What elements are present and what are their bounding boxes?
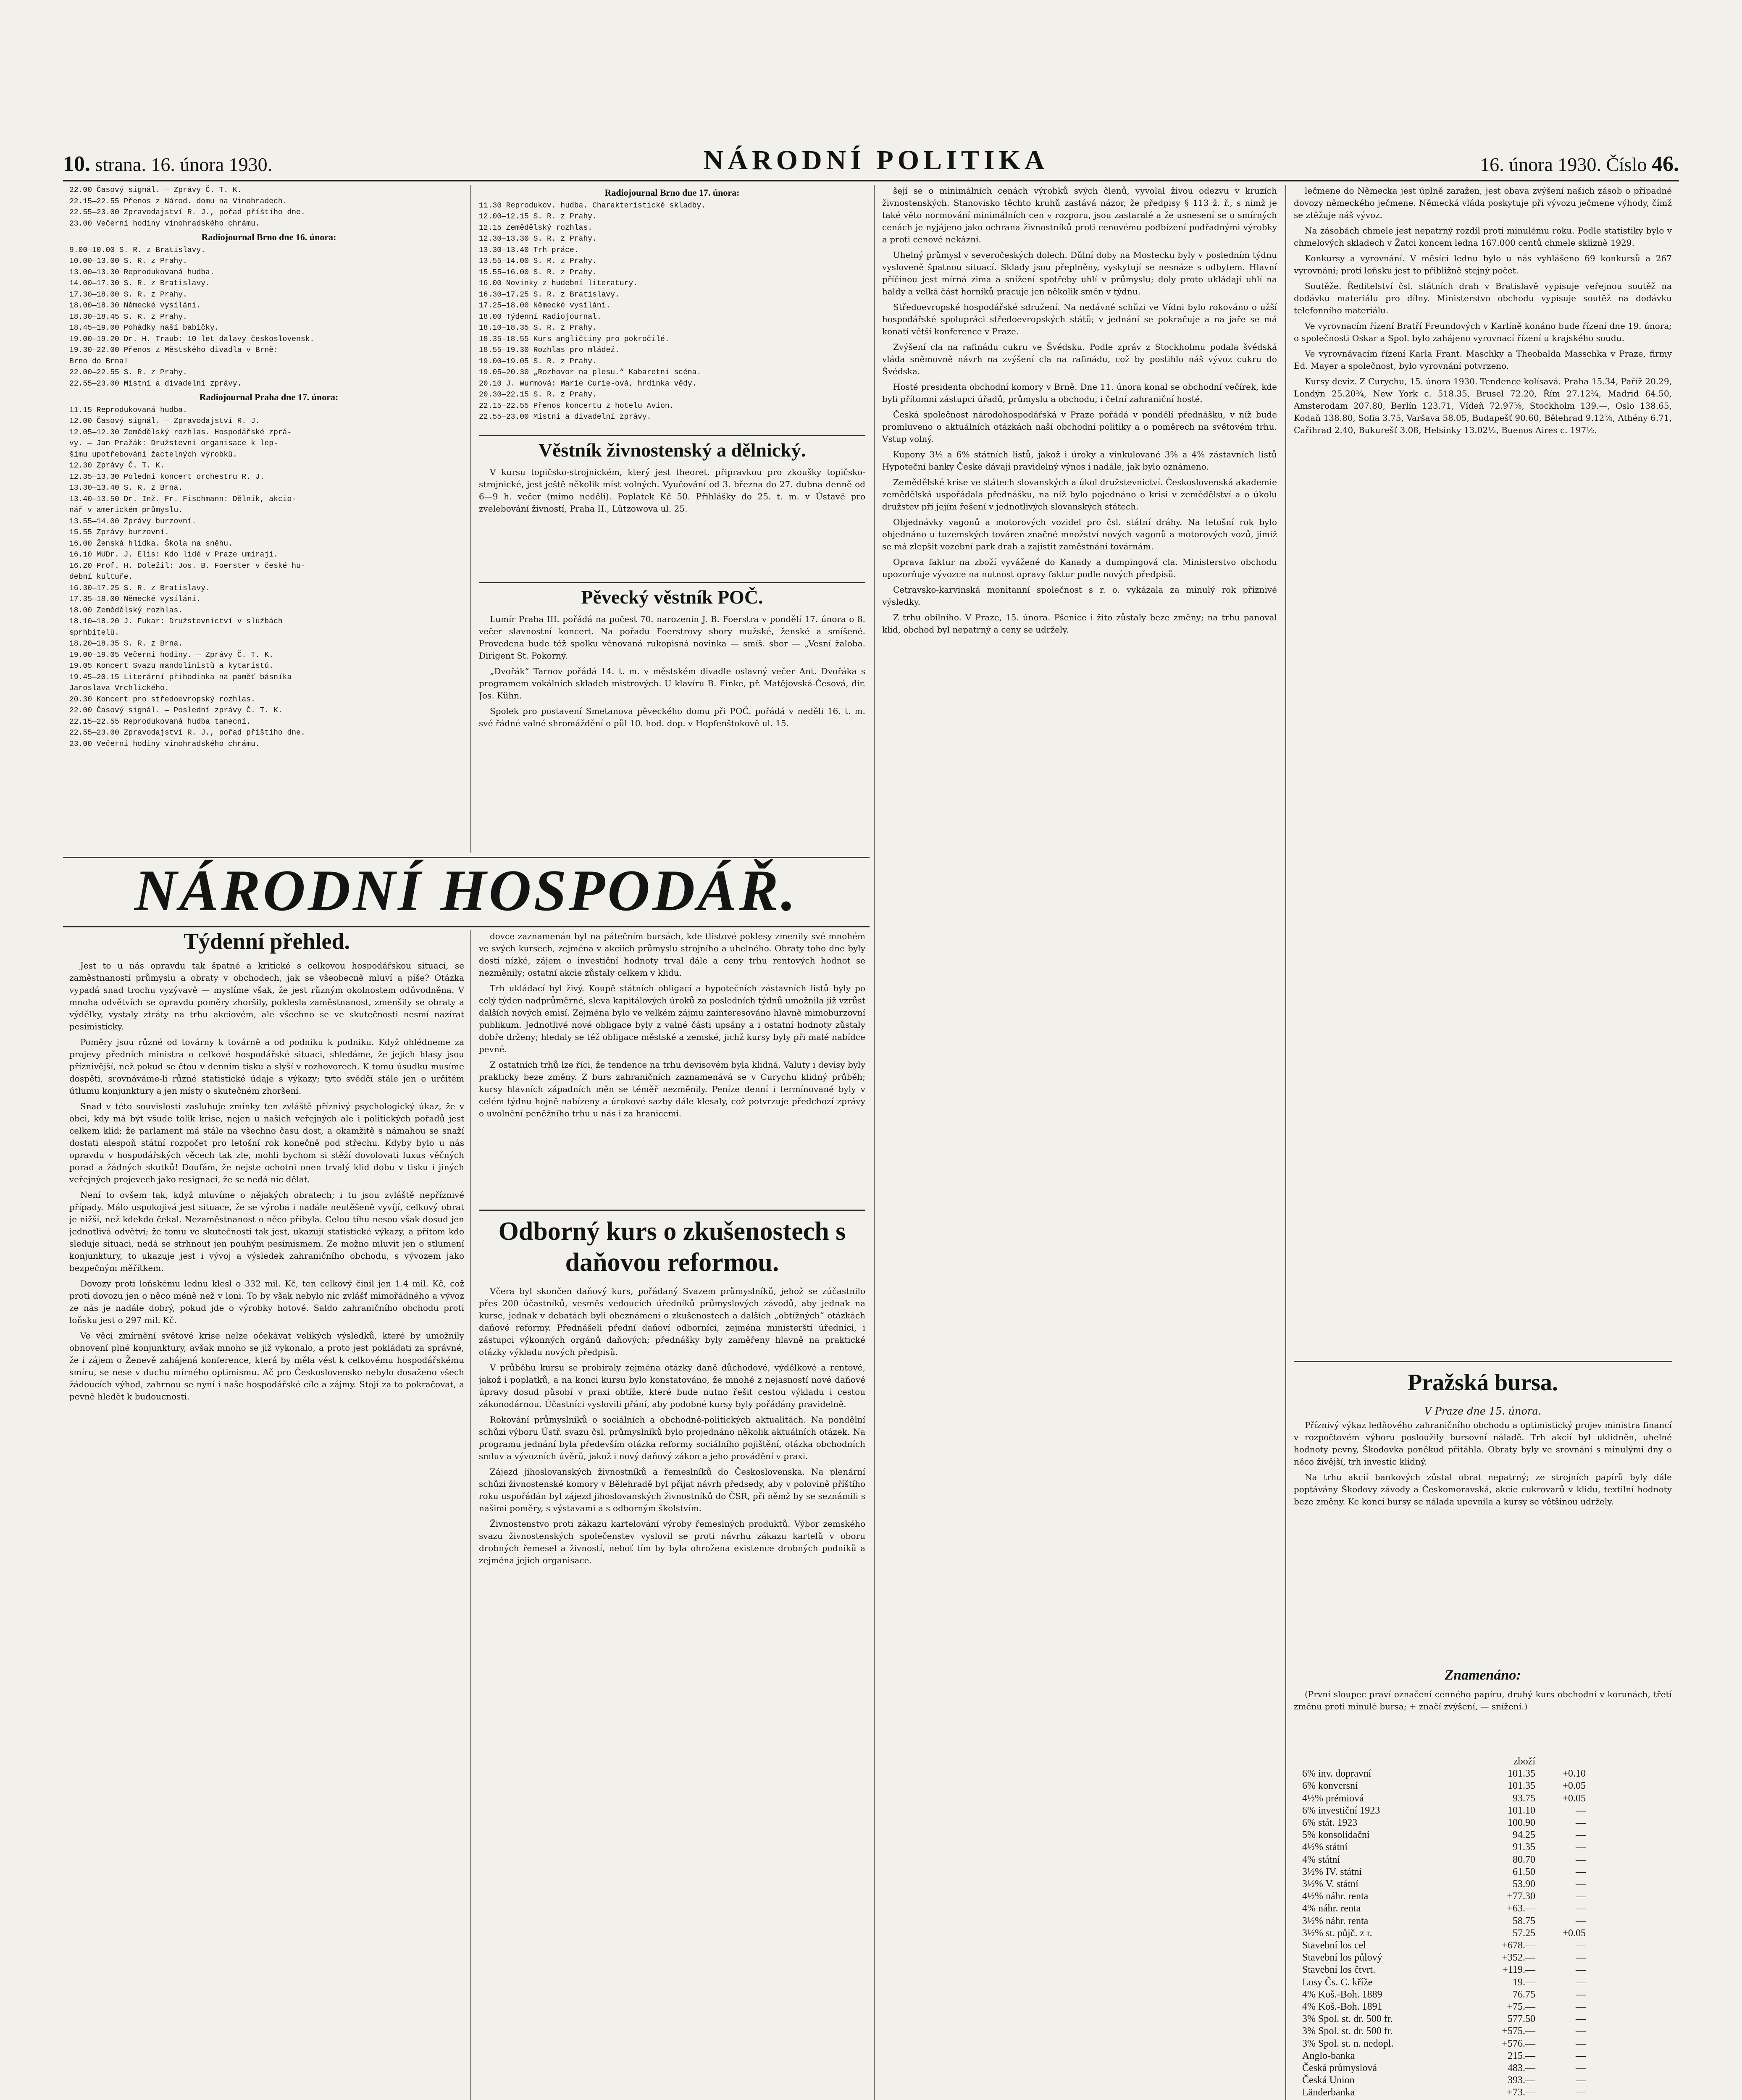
radio-line: 12.15 Zemědělský rozhlas. bbox=[479, 223, 593, 232]
quote-name: 3½% V. státní bbox=[1302, 1879, 1358, 1890]
radio-line: 18.45—19.00 Pohádky naší babičky. bbox=[69, 324, 219, 332]
quote-row bbox=[1302, 1915, 1672, 1927]
radio-program-right bbox=[479, 185, 865, 428]
quote-change: +0.05 bbox=[1562, 1793, 1586, 1804]
quote-price: 57.25 bbox=[1513, 1927, 1535, 1939]
radio-line: Brno do Brna! bbox=[69, 357, 129, 366]
radio-line: 20.30 Koncert pro středoevropský rozhlas. bbox=[69, 695, 255, 704]
quote-name: 3½% náhr. renta bbox=[1302, 1915, 1369, 1927]
quote-name: 3½% IV. státní bbox=[1302, 1866, 1362, 1877]
quote-change: +0.10 bbox=[1562, 1768, 1586, 1780]
radio-line: 18.20—18.35 S. R. z Brna. bbox=[69, 640, 183, 648]
radio-line: 19.05 Koncert Svazu mandolinistů a kytaristů. bbox=[69, 662, 274, 670]
quote-row bbox=[1302, 1829, 1672, 1841]
pevecky-heading: Pěvecký věstník POČ. bbox=[581, 586, 763, 608]
radio-line: 22.15—22.55 Přenos koncertu z hotelu Avion. bbox=[479, 402, 674, 410]
quote-price: 19.— bbox=[1513, 1977, 1535, 1988]
quote-name: Česká průmyslová bbox=[1302, 2063, 1377, 2074]
radio-line: Jaroslava Vrchlického. bbox=[69, 684, 169, 693]
radio-line: 16.30—17.25 S. R. z Bratislavy. bbox=[69, 584, 210, 593]
prehled-paragraph: Není to ovšem tak, když mluvíme o nějakých obratech; i tu jsou zvláště nepříznivé případy. Málo uspokojivá jest situace, že se výroba i nadále neutěšeně vyvíjí, celkový obrat je nižší, než kdekdo čekal. Nezaměstnanost o něco přibyla. Celou tíhu nesou však dosud jen jednotlivá odvětví; že tomu ve skutečnosti tak jest, ukazují statistické výkazy, a přitom kdo sleduje situaci, nedá se strhnout jen pouhým pesimismem. Ze možno mluvit jen o stlumení konjunktury, to ukazuje jest i vývoj a výsledek zahraničního obchodu, s vývozem jako bezpečným měřítkem. bbox=[69, 1190, 464, 1273]
market-paragraph: Z ostatních trhů lze říci, že tendence na trhu devisovém byla klidná. Valuty i devisy byly prakticky beze změny. Z burs zahraničních zaznamenává se v Curychu klidný průběh; kursy hlavních západních měn se téměř nezměnily. Peníze denní i termínované byly v celém týdnu hojně nabízeny a úrokové sazby dále klesaly, což potvrzuje předchozí zprávy o uvolnění peněžního trhu u nás i za hranicemi. bbox=[479, 1060, 865, 1118]
radio-line: vy. — Jan Pražák: Družstevní organisace k lep- bbox=[69, 439, 278, 448]
quote-price: 58.75 bbox=[1513, 1915, 1535, 1927]
quote-price: 215.— bbox=[1508, 2050, 1535, 2061]
radio-list-brno-16 bbox=[69, 245, 468, 390]
column-divider bbox=[874, 185, 875, 2100]
quote-name: Stavební los čtvrt. bbox=[1302, 1964, 1375, 1976]
masthead: NÁRODNÍ POLITIKA bbox=[703, 145, 1049, 176]
header-left bbox=[63, 152, 272, 176]
radio-line: 9.00—10.00 S. R. z Bratislavy. bbox=[69, 246, 206, 255]
header-rule bbox=[63, 180, 1679, 181]
radio-line: 22.15—22.55 Přenos z Národ. domu na Vinohradech. bbox=[69, 197, 287, 206]
radio-line: 15.55—16.00 S. R. z Prahy. bbox=[479, 268, 597, 277]
vestnik-paragraph: V kursu topičsko-strojnickém, který jest theoret. připravkou pro zkoušky topičsko-strojnické, jest ještě několik míst volných. Vyučování od 3. března do 27. dubna denně od 6—9 h. večer (mimo neděli). Poplatek Kč 50. Přihlášky do 25. t. m. v Ústavě pro zvelebování živností, Praha II., Lützowova ul. 25. bbox=[479, 467, 865, 514]
radio-line: 22.00 Časový signál. — Zprávy Č. T. K. bbox=[69, 186, 242, 194]
quote-row bbox=[1302, 1964, 1672, 1976]
quote-column-heading: zboží bbox=[1513, 1756, 1535, 1767]
radio-line: 16.20 Prof. H. Doležil: Jos. B. Foerster v české hu- bbox=[69, 562, 305, 570]
quote-name: 6% inv. dopravní bbox=[1302, 1768, 1372, 1780]
prehled-paragraph: Snad v této souvislosti zasluhuje zmínky ten zvláště příznivý psychologický úkaz, že v obci, kdy má být všude tolik krise, nejen u našich veřejných ale i politických pořadů jest celkem klid; že parlament má stále na všechno času dost, a okamžitě s námahou se snaží dostati alespoň státní rozpočet pro letošní rok konečně pod střechu. Kdyby bylo u nás opravdu v hospodářských věcech tak zle, mohli bychom si stěží dovolovati luxus věčných porad a žádných skutků! Doufám, že nejste ochotni onen trvalý klid dobu v tisku i jiných veřejných projevech jako resignaci, že se nedá nic dělat. bbox=[69, 1101, 464, 1184]
quote-price: 91.35 bbox=[1513, 1842, 1535, 1853]
odborny-paragraph: Živnostenstvo proti zákazu kartelování výroby řemeslných produktů. Výbor zemského svazu živnostenských společenstev vyslovil se proti návrhu zákazu kartelů v oboru drobných řemesel a živností, neboť tím by byla ohrožena existence drobných podniků a zejména jejich organisace. bbox=[479, 1519, 865, 1565]
quote-row bbox=[1302, 2087, 1672, 2099]
column-4 bbox=[1294, 185, 1672, 1352]
quote-name: 4% Koš.-Boh. 1891 bbox=[1302, 2001, 1382, 2013]
quote-price: 76.75 bbox=[1513, 1989, 1535, 2000]
quote-row bbox=[1302, 1927, 1672, 1940]
news-item-paragraph: Ve vyrovnávacím řízení Karla Frant. Maschky a Theobalda Masschka v Praze, firmy Ed. Mayer a společnost, bylo vyrovnání potvrzeno. bbox=[1294, 349, 1672, 371]
column-divider bbox=[470, 185, 471, 853]
page-label: strana. bbox=[95, 154, 146, 175]
radio-line: 23.00 Večerní hodiny vinohradského chrámu. bbox=[69, 740, 260, 748]
odborny-kurs-heading: Odborný kurs o zkušenostech s daňovou reformou. bbox=[498, 1217, 846, 1277]
section-rule bbox=[479, 582, 865, 583]
radio-line: nář v americkém průmyslu. bbox=[69, 506, 183, 514]
radio-line: 17.30—18.00 S. R. z Prahy. bbox=[69, 290, 187, 299]
tydenni-prehled-body bbox=[69, 960, 464, 2100]
radio-list-praha-17 bbox=[69, 405, 468, 750]
radio-line: 19.00—19.05 S. R. z Prahy. bbox=[479, 357, 597, 366]
quote-change: — bbox=[1576, 1903, 1586, 1914]
quote-row bbox=[1302, 2025, 1672, 2037]
quote-row bbox=[1302, 2038, 1672, 2050]
quote-name: Stavební los cel bbox=[1302, 1940, 1366, 1951]
quote-change: — bbox=[1576, 2001, 1586, 2013]
quote-price: 577.50 bbox=[1508, 2013, 1535, 2025]
column-2-continuation bbox=[479, 930, 865, 1203]
page-number: 10. bbox=[63, 152, 90, 176]
quote-change: — bbox=[1576, 2038, 1586, 2049]
radio-line: 18.35—18.55 Kurs angličtiny pro pokročilé. bbox=[479, 335, 670, 344]
odborny-paragraph: Zájezd jihoslovanských živnostníků a řemeslníků do Československa. Na plenární schůzi živnostenské komory v Bělehradě byl přijat návrh předsedy, aby v polovině příštího roku uspořádán byl zájezd jihoslovanských živnostníků do ČSR, při němž by se seznámili s našimi poměry, s výstavami a s odborným školstvím. bbox=[479, 1467, 865, 1513]
prazska-bursa-body bbox=[1294, 1403, 1672, 1663]
stock-quote-table bbox=[1302, 1756, 1672, 2100]
prehled-paragraph: Jest to u nás opravdu tak špatné a kritické s celkovou hospodářskou situací, se zaměstnaností průmyslu a obraty v obchodech, jak se všeobecně mluví a píše? Otázka vypadá snad trochu vyzývavě — myslíme však, že jest různým okolnostem odůvodněna. V mnoha odvětvích se opravdu poměry zhoršily, poklesla zaměstnanost, zmenšily se obraty a výdělky, vystaly ztráty na trhu akciovém, ale všechno se ve skutečnosti nesmí nazírat pesimisticky. bbox=[69, 961, 464, 1032]
quote-name: Länderbanka bbox=[1302, 2087, 1355, 2098]
news-item-paragraph: lečmene do Německa jest úplně zaražen, jest obava zvýšení našich zásob o případné dovozy německého ječmene. Německá vláda poskytuje při vývozu ječmene výhody, čímž se ztěžuje náš vývoz. bbox=[1294, 186, 1672, 220]
quote-price: 80.70 bbox=[1513, 1854, 1535, 1865]
market-paragraph: Trh ukládací byl živý. Koupě státních obligací a hypotečních zástavních listů byly po celý týden nadprůměrné, sleva kapitálových úroků za posledních týdnů umožnila již vzrůst dalších nových emisí. Zejména bylo ve velkém zájmu zainteresováno hlavně mimoburzovní publikum. Jednotlivé nové obligace byly z valné části upsány a i ostatní hodnoty zůstaly dobře drženy; hledaly se též obligace městské a zemské, jichž kursy byly při malé nabídce pevné. bbox=[479, 983, 865, 1054]
pevecky-paragraph: „Dvořák“ Tarnov pořádá 14. t. m. v městském divadle oslavný večer Ant. Dvořáka s programem vokálních skladeb mistrových. U klavíru B. Finke, př. Matějovská-Česová, dir. Jos. Kühn. bbox=[479, 666, 865, 701]
radio-line: 16.10 MUDr. J. Elis: Kdo lidé v Praze umírají. bbox=[69, 551, 278, 559]
radio-line: 22.55—23.00 Místní a divadelní zprávy. bbox=[69, 379, 242, 388]
news-item-paragraph: Soutěže. Ředitelství čsl. státních drah v Bratislavě vypisuje veřejnou soutěž na dodávku materiálu pro dílny. Ministerstvo obchodu vypisuje soutěž na dodávku telefonního materiálu. bbox=[1294, 281, 1672, 315]
radio-program-left bbox=[69, 185, 468, 853]
quote-row bbox=[1302, 2001, 1672, 2013]
quote-row bbox=[1302, 1854, 1672, 1866]
radio-line: dební kultuře. bbox=[69, 573, 133, 581]
quote-price: +63.— bbox=[1507, 1903, 1535, 1914]
radio-line: 18.55—19.30 Rozhlas pro mládež. bbox=[479, 346, 620, 354]
quote-price: +73.— bbox=[1507, 2087, 1535, 2098]
radio-list-brno-17 bbox=[479, 200, 865, 423]
radio-line: 13.00—13.30 Reprodukovaná hudba. bbox=[69, 268, 215, 277]
radio-heading-praha-17: Radiojournal Praha dne 17. února: bbox=[199, 392, 339, 402]
radio-line: 20.10 J. Wurmová: Marie Curie-ová, hrdinka vědy. bbox=[479, 379, 697, 388]
radio-line: 12.00—12.15 S. R. z Prahy. bbox=[479, 213, 597, 221]
odborny-kurs-body bbox=[479, 1285, 865, 2100]
news-item-paragraph: Cetravsko-karvinská monitanní společnost s r. o. vykázala za minulý rok příznivé výsledky. bbox=[882, 585, 1277, 607]
news-item-paragraph: Zvýšení cla na rafinádu cukru ve Švédsku. Podle zpráv z Stockholmu podala švédská vláda sněmovně návrh na zvýšení cla na rafinádu, což by postihlo náš vývoz cukru do Švédska. bbox=[882, 342, 1277, 376]
radio-line: 19.05—20.30 „Rozhovor na plesu.“ Kabaretní scéna. bbox=[479, 368, 702, 377]
quote-row bbox=[1302, 1780, 1672, 1792]
section-rule bbox=[1294, 1361, 1672, 1362]
quote-price: 101.10 bbox=[1508, 1805, 1535, 1816]
quote-change: — bbox=[1576, 1842, 1586, 1853]
quote-row bbox=[1302, 1903, 1672, 1915]
news-item-paragraph: Česká společnost národohospodářská v Praze pořádá v pondělí přednášku, v níž bude promluveno o aktuálních otázkách naší obchodní politiky a o poměrech na světovém trhu. Vstup volný. bbox=[882, 410, 1277, 444]
quote-change: — bbox=[1576, 2026, 1586, 2037]
quote-row bbox=[1302, 1952, 1672, 1964]
prazska-bursa-heading: Pražská bursa. bbox=[1408, 1370, 1558, 1396]
radio-line: 12.30—13.30 S. R. z Prahy. bbox=[479, 235, 597, 243]
quote-name: 4½% státní bbox=[1302, 1842, 1348, 1853]
quote-change: +0.05 bbox=[1562, 1927, 1586, 1939]
quote-name: 6% investiční 1923 bbox=[1302, 1805, 1380, 1816]
quote-name: Losy Čs. C. kříže bbox=[1302, 1977, 1373, 1988]
quote-row bbox=[1302, 2013, 1672, 2025]
prehled-paragraph: Poměry jsou různé od továrny k továrně a od podniku k podniku. Když ohlédneme za projevy předních ministra o celkové hospodářské situaci, shledáme, že jejich hlasy jsou příznivější, než pokud se čtou v denním tisku a slyší v rozhovorech. K tomu úsudku musíme dospěti, srovnáváme-li různé statistické údaje s výkazy; tyto svědčí stále jen o určitém útlumu konjunktury a jen místy o skutečném zhoršení. bbox=[69, 1037, 464, 1096]
quote-name: 6% stát. 1923 bbox=[1302, 1817, 1358, 1829]
znamenano-note-text: (První sloupec praví označení cenného papíru, druhý kurs obchodní v korunách, třetí změnu proti minulé bursa; + značí zvýšení, — snížení.) bbox=[1294, 1689, 1672, 1712]
quote-price: 93.75 bbox=[1513, 1793, 1535, 1804]
radio-line: 16.30—17.25 S. R. z Bratislavy. bbox=[479, 290, 620, 299]
header-date-right: 16. února 1930. bbox=[1480, 154, 1601, 175]
quote-change: — bbox=[1576, 1805, 1586, 1816]
radio-line: 13.30—13.40 S. R. z Brna. bbox=[69, 484, 183, 492]
radio-line: 16.00 Novinky z hudební literatury. bbox=[479, 279, 638, 288]
radio-line: 23.00 Večerní hodiny vinohradského chrámu. bbox=[69, 219, 260, 228]
quote-header-row bbox=[1302, 1756, 1672, 1768]
news-item-paragraph: Konkursy a vyrovnání. V měsíci lednu bylo u nás vyhlášeno 69 konkursů a 267 vyrovnání; proti loňsku jest to přibližně stejný počet. bbox=[1294, 253, 1672, 276]
quote-row bbox=[1302, 1989, 1672, 2001]
issue-number: 46. bbox=[1652, 152, 1679, 176]
radio-line: 12.30 Zprávy Č. T. K. bbox=[69, 462, 165, 470]
radio-line: 20.30—22.15 S. R. z Prahy. bbox=[479, 391, 597, 399]
quote-change: — bbox=[1576, 1891, 1586, 1902]
radio-line: 18.00 Zemědělský rozhlas. bbox=[69, 606, 183, 615]
pevecky-paragraph: Lumír Praha III. pořádá na počest 70. narozenin J. B. Foerstra v pondělí 17. února o 8. večer slavnostní koncert. Na pořadu Foerstrovy sbory mužské, ženské a smíšené. Provedena bude též spolku věnovaná rukopisná novinka — smíš. sbor — „Vesní žaloba. Dirigent St. Pokorný. bbox=[479, 614, 865, 661]
radio-line: 18.10—18.20 J. Fukar: Družstevnictví v službách bbox=[69, 617, 283, 626]
quote-name: 3% Spol. st. n. nedopl. bbox=[1302, 2038, 1394, 2049]
quote-change: — bbox=[1576, 2050, 1586, 2061]
quote-name: Česká Union bbox=[1302, 2075, 1355, 2086]
radio-line: šímu upotřebování žactelných výrobků. bbox=[69, 450, 237, 459]
header-date-left: 16. února 1930. bbox=[151, 154, 273, 175]
radio-line: 11.15 Reprodukovaná hudba. bbox=[69, 406, 187, 415]
issue-label: Číslo bbox=[1606, 154, 1647, 175]
quote-row bbox=[1302, 1940, 1672, 1952]
radio-line: 16.00 Ženská hlídka. Škola na sněhu. bbox=[69, 539, 233, 548]
quote-change: — bbox=[1576, 1866, 1586, 1877]
radio-line: 17.35—18.00 Německé vysílání. bbox=[69, 595, 201, 604]
quote-price: +678.— bbox=[1502, 1940, 1535, 1951]
news-item-paragraph: Ve vyrovnacím řízení Bratří Freundových v Karlíně konáno bude řízení dne 19. února; o společnosti Oskar a Spol. bylo zahájeno vyrovnací řízení u krajského soudu. bbox=[1294, 321, 1672, 343]
vestnik-heading: Věstník živnostenský a dělnický. bbox=[538, 439, 806, 461]
quote-price: 101.35 bbox=[1508, 1768, 1535, 1780]
prazska-paragraph: Příznivý výkaz ledňového zahraničního obchodu a optimistický projev ministra financí v rozpočtovém výboru posloužily bursovní náladě. Trh akcií byl uklidněn, uhelné hodnoty pevny, Škodovka poněkud přitáhla. Obraty byly ve srovnání s minulými dny o něco živější, trh investic klidný. bbox=[1294, 1420, 1672, 1467]
radio-line: 19.00—19.05 Večerní hodiny. — Zprávy Č. T. K. bbox=[69, 651, 274, 659]
quote-row bbox=[1302, 1866, 1672, 1878]
prehled-paragraph: Ve věci zmírnění světové krise nelze očekávat velikých výsledků, které by umožnily obnovení plné konjunktury, avšak mnoho se již vykonalo, a proto jest pokládati za správné, že i zájem o Ženevě zahájená konference, která by měla vést k celkovému hospodářskému smíru, se nese v duchu mírného optimismu. Ač pro Československo nebylo dosaženo všech žádoucích výhod, zahrnou se nyní i naše hospodářské cíle a zájmy. Stojí za to pokračovat, a pevně hledět k budoucnosti. bbox=[69, 1331, 464, 1402]
radio-line: 22.55—23.00 Místní a divadelní zprávy. bbox=[479, 413, 652, 421]
quote-change: — bbox=[1576, 2087, 1586, 2098]
quote-price: +75.— bbox=[1507, 2001, 1535, 2013]
quote-change: — bbox=[1576, 1854, 1586, 1865]
quote-change: — bbox=[1576, 1964, 1586, 1976]
quote-row bbox=[1302, 1817, 1672, 1829]
radio-line: 12.35—13.30 Polední koncert orchestru R. J. bbox=[69, 472, 265, 481]
radio-line: 12.05—12.30 Zemědělský rozhlas. Hospodářské zprá- bbox=[69, 428, 292, 437]
radio-line: 14.00—17.30 S. R. z Bratislavy. bbox=[69, 279, 210, 288]
quote-price: +352.— bbox=[1502, 1952, 1535, 1964]
radio-line: 19.45—20.15 Literární přihodinka na paměť básníka bbox=[69, 673, 292, 682]
quote-name: 3½% st. půjč. z r. bbox=[1302, 1927, 1372, 1939]
quote-name: Stavební los půlový bbox=[1302, 1952, 1382, 1964]
radio-line: 18.10—18.35 S. R. z Prahy. bbox=[479, 324, 597, 332]
quote-change: — bbox=[1576, 1879, 1586, 1890]
znamenano-note bbox=[1294, 1688, 1672, 1751]
quote-price: 94.25 bbox=[1513, 1830, 1535, 1841]
radio-line: 22.55—23.00 Zpravodajství R. J., pořad příštího dne. bbox=[69, 208, 305, 217]
news-item-paragraph: Na zásobách chmele jest nepatrný rozdíl proti minulému roku. Podle statistiky bylo v chmelových skladech v Žatci koncem ledna 167.000 centů chmele sklizně 1929. bbox=[1294, 226, 1672, 248]
market-paragraph: dovce zaznamenán byl na pátečním bursách, kde tlistové poklesy zmenily své mnohém ve svých kursech, zejména v akciích průmyslu strojního a uhelného. Obraty toho dne byly dosti nízké, zájem o investiční hodnoty trval dále a ceny trhu rentových hodnot se nezměnily; ostatní akcie zůstaly celkem v klidu. bbox=[479, 931, 865, 978]
radio-line: 18.00—18.30 Německé vysílání. bbox=[69, 302, 201, 310]
radio-line: 12.00 Časový signál. — Zpravodajství R. J. bbox=[69, 417, 260, 425]
radio-heading-brno-17: Radiojournal Brno dne 17. února: bbox=[604, 187, 740, 198]
quote-row bbox=[1302, 2062, 1672, 2074]
quote-price: 101.35 bbox=[1508, 1780, 1535, 1792]
column-divider bbox=[470, 930, 471, 2100]
quote-name: Anglo-banka bbox=[1302, 2050, 1355, 2061]
radio-line: 22.00 Časový signál. — Poslední zprávy Č. T. K. bbox=[69, 706, 283, 715]
quote-change: — bbox=[1576, 1977, 1586, 1988]
quote-price: 393.— bbox=[1508, 2075, 1535, 2086]
odborny-paragraph: V průběhu kursu se probíraly zejména otázky daně důchodové, výdělkové a rentové, jakož i poplatků, a na konci kursu bylo konstatováno, že mnohé z nejasností nové daňové úpravy dosud působí v praxi obtíže, které bude nutno řešit cestou výkladu i cestou zákonodárnou. Účastníci vyslovili přání, aby podobné kursy byly pořádány pravidelně. bbox=[479, 1362, 865, 1409]
radio-line: 13.55—14.00 Zprávy burzovní. bbox=[69, 517, 197, 526]
quote-name: 4% Koš.-Boh. 1889 bbox=[1302, 1989, 1382, 2000]
column-3 bbox=[882, 185, 1277, 2100]
quote-row bbox=[1302, 1768, 1672, 1780]
pevecky-paragraph: Spolek pro postavení Smetanova pěveckého domu při POČ. pořádá v neděli 16. t. m. své řádné valné shromáždění o půl 10. hod. dop. v Hopfenštokově ul. 15. bbox=[479, 706, 865, 728]
quote-name: 5% konsolidační bbox=[1302, 1830, 1370, 1841]
vestnik-body bbox=[479, 466, 865, 580]
quote-name: 4½% náhr. renta bbox=[1302, 1891, 1369, 1902]
quote-price: +575.— bbox=[1502, 2026, 1535, 2037]
prazska-paragraph: Na trhu akcií bankových zůstal obrat nepatrný; ze strojních papírů byly dále poptávány Škodovy závody a Českomoravská, akcie cukrovarů v klidu, textilní hodnoty beze změny. Ke konci bursy se nálada upevnila a kursy se většinou udržely. bbox=[1294, 1472, 1672, 1507]
news-item-paragraph: Kursy deviz. Z Curychu, 15. února 1930. Tendence kolísavá. Praha 15.34, Paříž 20.29, Londýn 25.20¾, New York c. 518.35, Brusel 72.20, Řím 27.12¾, Madrid 64.50, Amsterodam 207.80, Berlín 123.71, Vídeň 72.97⅝, Stockholm 139.—, Oslo 138.65, Kodaň 138.80, Sofia 3.75, Varšava 58.05, Budapešť 90.60, Bělehrad 9.12⅞, Athény 6.71, Cařihrad 2.40, Bukurešť 3.08, Helsinky 13.02½, Buenos Aires c. 197½. bbox=[1294, 376, 1672, 435]
radio-line: 22.55—23.00 Zpravodajství R. J., pořad příštího dne. bbox=[69, 729, 305, 737]
quote-row bbox=[1302, 1793, 1672, 1805]
quote-price: 61.50 bbox=[1513, 1866, 1535, 1877]
prehled-paragraph: Dovozy proti loňskému lednu klesl o 332 mil. Kč, ten celkový činil jen 1.4 mil. Kč, což proti dovozu jen o něco méně než v loni. To by však nebylo nic zvlášť mimořádného a vývoz ze nás je nadále dobrý, pokud jde o výrobky hotové. Saldo zahraničního obchodu proti loňsku jest o 297 mil. Kč. bbox=[69, 1278, 464, 1325]
quote-row bbox=[1302, 1878, 1672, 1890]
radio-line: 19.00—19.20 Dr. H. Traub: 10 let dalavy československ. bbox=[69, 335, 315, 344]
quote-row bbox=[1302, 2050, 1672, 2062]
news-item-paragraph: Uhelný průmysl v severočeských dolech. Důlní doby na Mostecku byly v posledním týdnu vysloveně špatnou situací. Sklady jsou přeplněny, vyskytují se nesnáze s odbytem. Hlavní příčinou jest mírná zima a snížení spotřeby uhlí v průmyslu; doly proto ukládají uhlí na haldy a velká část horníků pracuje jen několik směn v týdnu. bbox=[882, 250, 1277, 297]
quote-change: — bbox=[1576, 1940, 1586, 1951]
radio-line: 13.40—13.50 Dr. Inž. Fr. Fischmann: Dělník, akcio- bbox=[69, 495, 297, 504]
quote-price: +119.— bbox=[1502, 1964, 1535, 1976]
section-rule bbox=[479, 435, 865, 436]
quote-change: — bbox=[1576, 1830, 1586, 1841]
news-item-paragraph: Středoevropské hospodářské sdružení. Na nedávné schůzi ve Vídni bylo rokováno o užší hospodářské spolupráci středoevropských států; v jednání se pokračuje a na jaře se má konati větší konference v Praze. bbox=[882, 302, 1277, 336]
quote-name: 4½% prémiová bbox=[1302, 1793, 1364, 1804]
radio-line: 11.30 Reprodukov. hudba. Charakteristické skladby. bbox=[479, 201, 706, 210]
radio-line: 18.30—18.45 S. R. z Prahy. bbox=[69, 312, 187, 321]
quote-change: — bbox=[1576, 1952, 1586, 1964]
quote-price: +576.— bbox=[1502, 2038, 1535, 2049]
tydenni-prehled-heading: Týdenní přehled. bbox=[183, 929, 350, 954]
odborny-paragraph: Rokování průmyslníků o sociálních a obchodně-politických aktualitách. Na pondělní schůzi výboru Ústř. svazu čsl. průmyslníků bylo projednáno několik aktuálních otázek. Na programu jednání byla především otázka reformy sociálního pojištění, otázka obchodních smluv a vývozních úvěrů, jakož i nový daňový zákon a jeho provádění v praxi. bbox=[479, 1415, 865, 1461]
znamenano-heading: Znamenáno: bbox=[1445, 1667, 1521, 1683]
radio-line: 17.25—18.00 Německé vysílání. bbox=[479, 302, 611, 310]
quote-name: 6% konversní bbox=[1302, 1780, 1358, 1792]
section-rule bbox=[63, 926, 870, 927]
radio-line: 19.30—22.00 Přenos z Městského divadla v Brně: bbox=[69, 346, 278, 354]
quote-row bbox=[1302, 1977, 1672, 1989]
quote-change: — bbox=[1576, 1915, 1586, 1927]
column-divider bbox=[1285, 185, 1286, 2100]
radio-line: 15.55 Zprávy burzovní. bbox=[69, 528, 169, 537]
quote-price: 100.90 bbox=[1508, 1817, 1535, 1829]
quote-change: — bbox=[1576, 2063, 1586, 2074]
news-item-paragraph: Z trhu obilního. V Praze, 15. února. Pšenice i žito zůstaly beze změny; na trhu panoval klid, obchod byl nepatrný a ceny se udržely. bbox=[882, 612, 1277, 635]
quote-change: — bbox=[1576, 1817, 1586, 1829]
radio-line: sprhbitelů. bbox=[69, 628, 119, 637]
quote-name: 4% náhr. renta bbox=[1302, 1903, 1361, 1914]
quote-row bbox=[1302, 1805, 1672, 1817]
page-header bbox=[63, 139, 1679, 176]
quote-change: — bbox=[1576, 1989, 1586, 2000]
quote-name: 3% Spol. st. dr. 500 fr. bbox=[1302, 2013, 1393, 2025]
quote-change: — bbox=[1576, 2013, 1586, 2025]
radio-heading-brno-16: Radiojournal Brno dne 16. února: bbox=[201, 232, 336, 242]
radio-line: 18.00 Týdenní Radiojournal. bbox=[479, 312, 602, 321]
quote-row bbox=[1302, 2074, 1672, 2087]
quote-change: +0.05 bbox=[1562, 1780, 1586, 1792]
radio-line: 13.30—13.40 Trh práce. bbox=[479, 246, 579, 255]
quote-change: — bbox=[1576, 2075, 1586, 2086]
section-rule bbox=[479, 1210, 865, 1211]
news-item-paragraph: šejí se o minimálních cenách výrobků svých členů, vyvolal živou odezvu v kruzích živnostenských. Stanovisko těchto kruhů zastává názor, že předpisy § 113 ž. ř., s nimž je také věto normování minimálních cen v rozporu, jsou zastaralé a že usnesení se o smírných cenách je nyjájeno jako ochrana živnostníků proti cenovému podbízení podřadnými výrobky a proti cenové nekázni. bbox=[882, 186, 1277, 244]
odborny-paragraph: Včera byl skončen daňový kurs, pořádaný Svazem průmyslníků, jehož se zúčastnilo přes 200 účastníků, vesměs vedoucích úředníků průmyslových závodů, aby jednak na kurse, jednak v debatách byli obeznámeni o zkušenostech a dalších „obtížných“ otázkách daňové reformy. Přednášeli přední daňoví odborníci, zejména ministerští úředníci, i zástupci výkonných orgánů daňových; přednášky byly zaměřeny hlavně na praktické otázky výkladu nových předpisů. bbox=[479, 1286, 865, 1357]
pevecky-body bbox=[479, 613, 865, 853]
quote-row bbox=[1302, 1890, 1672, 1903]
radio-line: 22.15—22.55 Reprodukovaná hudba tanecní. bbox=[69, 717, 251, 726]
quote-price: +77.30 bbox=[1507, 1891, 1535, 1902]
quote-price: 53.90 bbox=[1513, 1879, 1535, 1890]
news-item-paragraph: Hosté presidenta obchodní komory v Brně. Dne 11. února konal se obchodní večírek, kde byli přítomni zástupci úřadů, průmyslu a obchodu, i četní zahraniční hosté. bbox=[882, 382, 1277, 404]
prazska-bursa-dateline: V Praze dne 15. února. bbox=[1424, 1405, 1542, 1417]
header-right bbox=[1480, 152, 1679, 176]
news-item-paragraph: Zemědělské krise ve státech slovanských a úkol družstevnictví. Československá akademie zemědělská uspořádala přednášku, na níž bylo pojednáno o krisi v zemědělství a o úkolu družstev při jejím řešení v jednotlivých slovanských státech. bbox=[882, 477, 1277, 512]
quote-name: 3% Spol. st. dr. 500 fr. bbox=[1302, 2026, 1393, 2037]
quote-price: 483.— bbox=[1508, 2063, 1535, 2074]
radio-line: 13.55—14.00 S. R. z Prahy. bbox=[479, 257, 597, 265]
radio-line: 22.00—22.55 S. R. z Prahy. bbox=[69, 368, 187, 377]
narodni-hospodar-banner: NÁRODNÍ HOSPODÁŘ. bbox=[134, 858, 798, 923]
news-item-paragraph: Oprava faktur na zboží vyvážené do Kanady a dumpingová cla. Ministerstvo obchodu upozorňuje vývozce na nutnost opravy faktur podle nových předpisů. bbox=[882, 557, 1277, 579]
radio-line: 10.00—13.00 S. R. z Prahy. bbox=[69, 257, 187, 265]
quote-row bbox=[1302, 1841, 1672, 1853]
news-item-paragraph: Objednávky vagonů a motorových vozidel pro čsl. státní dráhy. Na letošní rok bylo objednáno u tuzemských továren značné množství nových vagonů a motorových vozů, jimiž se má zlepšit vozební park drah a zajistit zaměstnání továrnám. bbox=[882, 517, 1277, 551]
quote-column-spacer bbox=[1302, 1756, 1447, 1768]
news-item-paragraph: Kupony 3½ a 6% státních listů, jakož i úroky a vinkulované 3% a 4% zástavních listů Hypoteční banky Česke dávají pravidelný výnos i nadále, jak bylo oznámeno. bbox=[882, 449, 1277, 472]
quote-name: 4% státní bbox=[1302, 1854, 1340, 1865]
